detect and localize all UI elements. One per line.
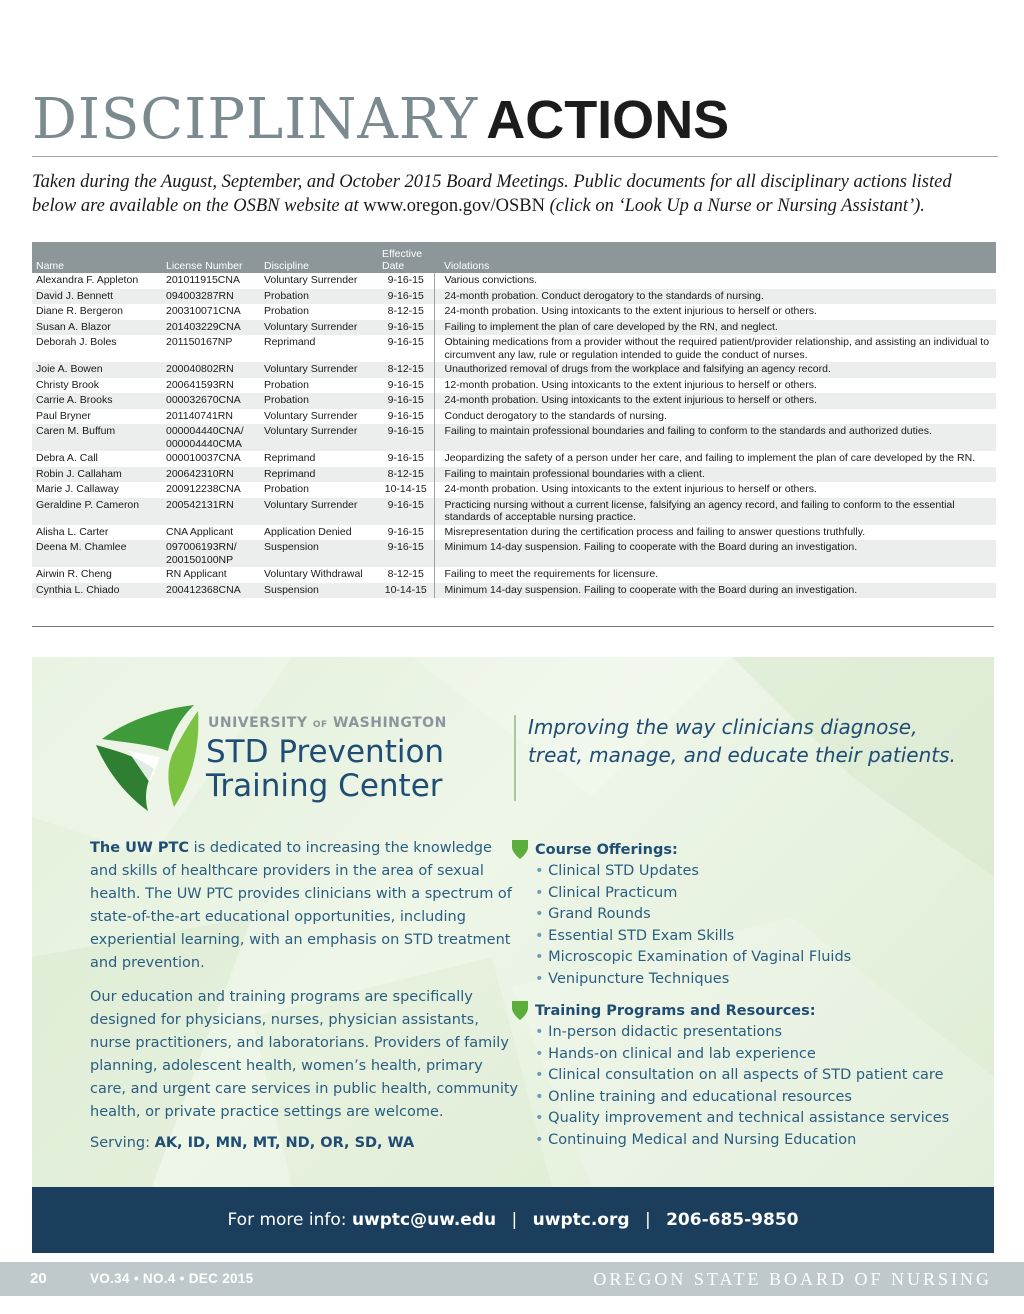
ad-tagline: Improving the way clinicians diagnose, treat, manage, and educate their patients. <box>528 715 956 767</box>
cell-name: Geraldine P. Cameron <box>32 498 162 525</box>
table-row <box>32 467 996 483</box>
program-item: • Hands-on clinical and lab experience <box>535 1044 972 1066</box>
cell-discipline: Reprimand <box>260 451 378 467</box>
cell-license-number: 201150167NP <box>162 335 260 362</box>
page-number: 20 <box>30 1270 47 1287</box>
cell-effective-date: 10-14-15 <box>378 482 434 498</box>
cell-name: Diane R. Bergeron <box>32 304 162 320</box>
program-item: • Clinical consultation on all aspects of STD patient care <box>535 1065 972 1087</box>
logo-of: OF <box>312 720 328 730</box>
cell-violations: 24-month probation. Using intoxicants to the extent injurious to herself or others. <box>434 393 996 409</box>
cell-license-number: 201403229CNA <box>162 320 260 336</box>
intro-body: Taken during the August, September, and October 2015 Board Meetings. Public documents for all disciplinary actions listed below are available on the OSBN website at <box>32 172 952 216</box>
table-row <box>32 320 996 336</box>
cell-violations: Failing to meet the requirements for licensure. <box>434 567 996 583</box>
course-item: • Clinical Practicum <box>535 883 972 905</box>
logo-center-name <box>206 735 444 803</box>
training-programs-heading <box>512 1001 972 1022</box>
course-offerings <box>512 840 972 990</box>
uw-ptc-logo-icon <box>88 699 200 811</box>
course-item: • Essential STD Exam Skills <box>535 926 972 948</box>
disciplinary-actions-table <box>32 242 996 598</box>
logo-washington: WASHINGTON <box>333 715 447 731</box>
about-body: is dedicated to increasing the knowledge and skills of healthcare providers in the area of sexual health. The UW PTC provides clinicians with a spectrum of state-of-the-art educational opportunities, including experiential learning, with an emphasis on STD treatment and prevention. <box>90 840 512 971</box>
cell-license-number: 000032670CNA <box>162 393 260 409</box>
table-bottom-divider <box>32 626 994 627</box>
cell-discipline: Probation <box>260 482 378 498</box>
cell-effective-date: 9-16-15 <box>378 424 434 451</box>
osbn-link[interactable]: www.oregon.gov/OSBN <box>363 196 545 216</box>
cell-discipline: Voluntary Surrender <box>260 409 378 425</box>
cell-license-number: 200641593RN <box>162 378 260 394</box>
cell-license-number: 094003287RN <box>162 289 260 305</box>
contact-separator: | <box>511 1210 518 1230</box>
cell-discipline: Reprimand <box>260 335 378 362</box>
cell-discipline: Suspension <box>260 540 378 567</box>
cell-discipline: Voluntary Surrender <box>260 273 378 289</box>
cell-violations: Failing to maintain professional boundaries with a client. <box>434 467 996 483</box>
organization-name: OREGON STATE BOARD OF NURSING <box>593 1269 992 1289</box>
logo-university-name <box>208 715 447 731</box>
cell-discipline: Application Denied <box>260 525 378 541</box>
cell-effective-date: 9-16-15 <box>378 273 434 289</box>
cell-effective-date: 9-16-15 <box>378 498 434 525</box>
cell-license-number: 201140741RN <box>162 409 260 425</box>
col-header-discipline: Discipline <box>260 242 378 273</box>
title-part-disciplinary: DISCIPLINARY <box>32 87 479 152</box>
cell-violations: 12-month probation. Using intoxicants to the extent injurious to herself or others. <box>434 378 996 394</box>
cell-violations: Conduct derogatory to the standards of nursing. <box>434 409 996 425</box>
intro-text <box>32 170 998 218</box>
cell-violations: Minimum 14-day suspension. Failing to cooperate with the Board during an investigation. <box>434 540 996 567</box>
cell-name: Marie J. Callaway <box>32 482 162 498</box>
cell-discipline: Probation <box>260 304 378 320</box>
issue-info: VO.34 • NO.4 • DEC 2015 <box>90 1271 254 1286</box>
title-divider <box>32 156 998 157</box>
cell-violations: 24-month probation. Conduct derogatory to the standards of nursing. <box>434 289 996 305</box>
cell-violations: Failing to maintain professional boundaries and failing to conform to the standards and authorized duties. <box>434 424 996 451</box>
col-header-name: Name <box>32 242 162 273</box>
cell-violations: Practicing nursing without a current license, falsifying an agency record, and failing to conform to the essential standards of acceptable nursing practice. <box>434 498 996 525</box>
cell-effective-date: 9-16-15 <box>378 320 434 336</box>
cell-discipline: Voluntary Surrender <box>260 362 378 378</box>
page-footer <box>0 1262 1024 1296</box>
cell-discipline: Probation <box>260 378 378 394</box>
cell-license-number: 000010037CNA <box>162 451 260 467</box>
cell-name: Caren M. Buffum <box>32 424 162 451</box>
table-row <box>32 273 996 289</box>
table-row <box>32 498 996 525</box>
cell-name: Joie A. Bowen <box>32 362 162 378</box>
contact-separator: | <box>644 1210 651 1230</box>
uw-ptc-advertisement <box>32 657 994 1253</box>
course-list <box>512 861 972 990</box>
cell-name: Carrie A. Brooks <box>32 393 162 409</box>
col-header-license: License Number <box>162 242 260 273</box>
cell-discipline: Probation <box>260 289 378 305</box>
cell-effective-date: 9-16-15 <box>378 451 434 467</box>
cell-name: Alexandra F. Appleton <box>32 273 162 289</box>
cell-violations: Obtaining medications from a provider without the required patient/provider relationship, and assisting an individual to circumvent any law, rule or regulation intended to guide the conduct of nurses. <box>434 335 996 362</box>
logo-university: UNIVERSITY <box>208 715 308 731</box>
table-row <box>32 583 996 599</box>
cell-violations: Unauthorized removal of drugs from the workplace and falsifying an agency record. <box>434 362 996 378</box>
cell-effective-date: 9-16-15 <box>378 540 434 567</box>
table-row <box>32 567 996 583</box>
cell-license-number: 200912238CNA <box>162 482 260 498</box>
logo-line-2: Training Center <box>206 768 443 804</box>
contact-website-link[interactable]: uwptc.org <box>532 1210 630 1230</box>
cell-violations: Various convictions. <box>434 273 996 289</box>
table-row <box>32 378 996 394</box>
cell-violations: 24-month probation. Using intoxicants to the extent injurious to herself or others. <box>434 482 996 498</box>
cell-effective-date: 9-16-15 <box>378 335 434 362</box>
cell-name: Susan A. Blazor <box>32 320 162 336</box>
serving-states <box>90 1135 414 1151</box>
shield-bullet-icon <box>512 840 528 859</box>
course-item: • Clinical STD Updates <box>535 861 972 883</box>
cell-effective-date: 9-16-15 <box>378 393 434 409</box>
programs-list <box>512 1022 972 1151</box>
cell-discipline: Suspension <box>260 583 378 599</box>
cell-name: David J. Bennett <box>32 289 162 305</box>
col-header-date-bottom: Date <box>382 260 405 272</box>
cell-name: Paul Bryner <box>32 409 162 425</box>
course-item: • Grand Rounds <box>535 904 972 926</box>
title-part-actions: ACTIONS <box>486 90 730 150</box>
contact-bar <box>32 1187 994 1253</box>
contact-phone[interactable]: 206-685-9850 <box>666 1210 799 1230</box>
about-paragraph <box>90 837 520 975</box>
table-header-row <box>32 242 996 273</box>
serving-states-list: AK, ID, MN, MT, ND, OR, SD, WA <box>154 1135 415 1151</box>
cell-violations: Minimum 14-day suspension. Failing to cooperate with the Board during an investigation. <box>434 583 996 599</box>
about-lead: The UW PTC <box>90 840 190 856</box>
table-row <box>32 362 996 378</box>
table-row <box>32 335 996 362</box>
cell-violations: Failing to implement the plan of care developed by the RN, and neglect. <box>434 320 996 336</box>
cell-license-number: 201011915CNA <box>162 273 260 289</box>
cell-license-number: 097006193RN/ 200150100NP <box>162 540 260 567</box>
cell-effective-date: 8-12-15 <box>378 467 434 483</box>
course-heading-text: Course Offerings: <box>535 842 678 858</box>
col-header-violations: Violations <box>434 242 996 273</box>
logo-line-1: STD Prevention <box>206 734 445 770</box>
table-row <box>32 304 996 320</box>
cell-discipline: Probation <box>260 393 378 409</box>
cell-license-number: 200542131RN <box>162 498 260 525</box>
cell-discipline: Reprimand <box>260 467 378 483</box>
audience-paragraph: Our education and training programs are specifically designed for physicians, nurses, physician assistants, nurse practitioners, and laboratorians. Providers of family planning, adolescent health, women’s health, primary care, and urgent care services in public health, community health, or private practice settings are welcome. <box>90 989 519 1120</box>
program-item: • In-person didactic presentations <box>535 1022 972 1044</box>
cell-license-number: 200642310RN <box>162 467 260 483</box>
course-item: • Venipuncture Techniques <box>535 969 972 991</box>
cell-discipline: Voluntary Surrender <box>260 424 378 451</box>
cell-discipline: Voluntary Surrender <box>260 320 378 336</box>
course-offerings-heading <box>512 840 972 861</box>
programs-heading-text: Training Programs and Resources: <box>535 1003 816 1019</box>
contact-label: For more info: <box>227 1210 347 1230</box>
cell-effective-date: 8-12-15 <box>378 567 434 583</box>
table-row <box>32 289 996 305</box>
table-row <box>32 409 996 425</box>
table-row <box>32 482 996 498</box>
cell-name: Deborah J. Boles <box>32 335 162 362</box>
program-item: • Online training and educational resources <box>535 1087 972 1109</box>
table-row <box>32 424 996 451</box>
cell-violations: 24-month probation. Using intoxicants to the extent injurious to herself or others. <box>434 304 996 320</box>
table-row <box>32 451 996 467</box>
cell-effective-date: 9-16-15 <box>378 409 434 425</box>
course-item: • Microscopic Examination of Vaginal Fluids <box>535 947 972 969</box>
table-row <box>32 393 996 409</box>
program-item: • Continuing Medical and Nursing Education <box>535 1130 972 1152</box>
cell-name: Deena M. Chamlee <box>32 540 162 567</box>
cell-name: Christy Brook <box>32 378 162 394</box>
cell-effective-date: 9-16-15 <box>378 378 434 394</box>
page-title <box>32 87 730 152</box>
cell-license-number: 200412368CNA <box>162 583 260 599</box>
cell-license-number: 200040802RN <box>162 362 260 378</box>
cell-name: Alisha L. Carter <box>32 525 162 541</box>
cell-name: Cynthia L. Chiado <box>32 583 162 599</box>
tagline-divider <box>514 715 516 801</box>
cell-effective-date: 9-16-15 <box>378 289 434 305</box>
col-header-date <box>378 242 434 273</box>
cell-name: Debra A. Call <box>32 451 162 467</box>
program-item: • Quality improvement and technical assistance services <box>535 1108 972 1130</box>
cell-license-number: 200310071CNA <box>162 304 260 320</box>
cell-violations: Misrepresentation during the certification process and failing to answer questions truthfully. <box>434 525 996 541</box>
intro-after: (click on ‘Look Up a Nurse or Nursing Assistant’). <box>545 196 925 216</box>
cell-name: Airwin R. Cheng <box>32 567 162 583</box>
cell-name: Robin J. Callaham <box>32 467 162 483</box>
cell-license-number: 000004440CNA/ 000004440CMA <box>162 424 260 451</box>
cell-license-number: CNA Applicant <box>162 525 260 541</box>
serving-label: Serving: <box>90 1135 150 1151</box>
cell-discipline: Voluntary Withdrawal <box>260 567 378 583</box>
cell-discipline: Voluntary Surrender <box>260 498 378 525</box>
cell-effective-date: 8-12-15 <box>378 362 434 378</box>
training-programs <box>512 1001 972 1151</box>
col-header-date-top: Effective <box>382 248 423 260</box>
cell-effective-date: 8-12-15 <box>378 304 434 320</box>
table-row <box>32 540 996 567</box>
cell-license-number: RN Applicant <box>162 567 260 583</box>
shield-bullet-icon <box>512 1001 528 1020</box>
cell-violations: Jeopardizing the safety of a person under her care, and failing to implement the plan of care developed by the RN. <box>434 451 996 467</box>
table-body <box>32 273 996 598</box>
cell-effective-date: 9-16-15 <box>378 525 434 541</box>
table-row <box>32 525 996 541</box>
contact-email-link[interactable]: uwptc@uw.edu <box>351 1210 497 1230</box>
cell-effective-date: 10-14-15 <box>378 583 434 599</box>
